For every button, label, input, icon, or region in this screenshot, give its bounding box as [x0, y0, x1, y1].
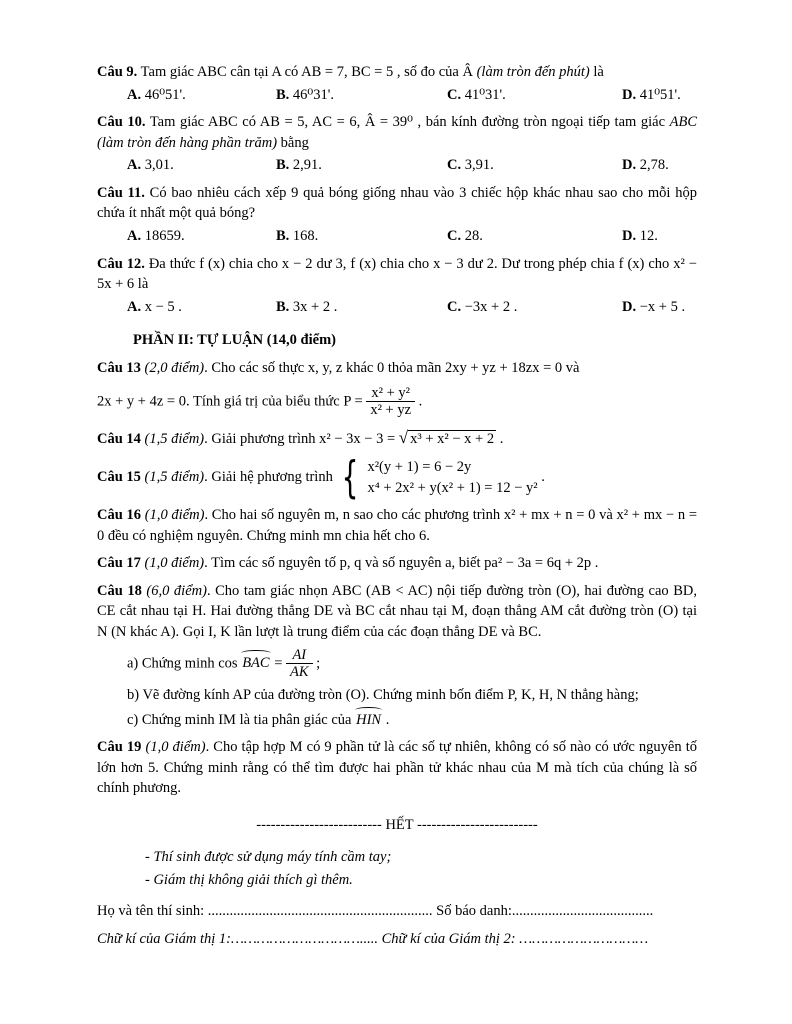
radical-icon: √ — [398, 427, 409, 447]
answer-text: 3x + 2 . — [289, 298, 338, 315]
question-18 — [97, 581, 697, 730]
question-17 — [97, 553, 697, 574]
answer-text: x − 5 . — [141, 298, 182, 315]
answer-option-b — [276, 297, 447, 318]
question-10-statement — [97, 112, 697, 153]
question-16 — [97, 505, 697, 546]
question-11 — [97, 183, 697, 247]
part-a-text: a) Chứng minh cos — [127, 655, 242, 672]
brace-icon: { — [342, 451, 359, 503]
question-14 — [97, 426, 697, 450]
square-root — [398, 427, 496, 447]
question-11-statement — [97, 183, 697, 224]
answer-text: 41⁰31'. — [461, 86, 506, 103]
part-a-end: ; — [312, 655, 321, 672]
candidate-info-line — [97, 901, 697, 922]
answer-option-c — [447, 226, 622, 247]
question-9-label: Câu 9. — [97, 64, 138, 80]
question-13-text: . Cho các số thực x, y, z khác 0 thỏa mãn 2xy + yz + 18zx = 0 và — [204, 359, 580, 376]
part-c-end: . — [382, 711, 390, 728]
question-9-text: Tam giác ABC cân tại A có AB = 7, BC = 5 , số đo của Â — [137, 64, 477, 80]
part-c-text: c) Chứng minh IM là tia phân giác của — [127, 711, 356, 728]
answer-text: −x + 5 . — [636, 298, 686, 315]
question-9 — [97, 62, 697, 105]
answer-option-b — [276, 155, 447, 176]
candidate-name-field: .............................................................. — [207, 902, 433, 919]
answer-text: 46⁰31'. — [289, 86, 334, 103]
question-19-text: . Cho tập hợp M có 9 phần tử là các số tự nhiên, không có số nào có ước nguyên tố lớn hơn 5. Chứng minh rằng có thể tìm được hai phần tử khác nhau của M mà tích của chúng là số chính phương. — [97, 739, 697, 797]
answer-option-d — [622, 155, 697, 176]
question-19 — [97, 737, 697, 799]
answer-text: −3x + 2 . — [461, 298, 518, 315]
system-equation-2: x⁴ + 2x² + y(x² + 1) = 12 − y² — [367, 479, 538, 496]
question-15 — [97, 451, 697, 503]
question-14-text-end: . — [496, 430, 504, 447]
question-19-points: (1,0 điểm) — [145, 739, 206, 756]
answer-text: 3,01. — [141, 157, 174, 174]
question-12-text: Đa thức f (x) chia cho x − 2 dư 3, f (x) chia cho x − 3 dư 2. Dư trong phép chia f (x) cho x² − 5x + 6 là — [97, 255, 697, 293]
question-13-points: (2,0 điểm) — [144, 359, 205, 376]
question-19-label: Câu 19 — [97, 739, 146, 756]
answer-letter: C. — [447, 228, 462, 245]
answer-letter: A. — [127, 298, 142, 315]
question-12-label: Câu 12. — [97, 255, 145, 272]
question-16-points: (1,0 điểm) — [144, 507, 205, 524]
answer-text: 28. — [461, 228, 483, 245]
question-17-points: (1,0 điểm) — [144, 555, 205, 572]
question-13-text2: 2x + y + 4z = 0. Tính giá trị của biểu thức P = — [97, 393, 367, 410]
fraction-denominator: x² + yz — [370, 402, 412, 419]
answer-text: 2,78. — [636, 157, 669, 174]
question-13 — [97, 358, 697, 419]
exam-note-1: - Thí sinh được sử dụng máy tính cầm tay; — [145, 849, 392, 866]
question-15-text: . Giải hệ phương trình — [204, 468, 337, 485]
answer-text: 18659. — [141, 228, 185, 245]
question-15-text-end: . — [537, 468, 545, 485]
question-10 — [97, 112, 697, 176]
answer-text: 2,91. — [289, 157, 322, 174]
question-15-label: Câu 15 — [97, 468, 145, 485]
answer-letter: A. — [127, 86, 142, 103]
system-equation-1: x²(y + 1) = 6 − 2y — [367, 458, 472, 475]
question-9-answers — [127, 85, 697, 106]
answer-letter: B. — [276, 157, 290, 174]
question-10-note: ABC (làm tròn đến hàng phần trăm) — [97, 114, 697, 151]
answer-option-c — [447, 155, 622, 176]
question-14-statement — [97, 426, 697, 450]
answer-letter: B. — [276, 86, 290, 103]
question-19-statement — [97, 737, 697, 799]
answer-option-d — [622, 85, 697, 106]
question-10-text-end: bằng — [277, 134, 309, 151]
answer-letter: C. — [447, 157, 462, 174]
question-11-label: Câu 11. — [97, 184, 145, 201]
candidate-number-field: ....................................... — [511, 902, 654, 919]
answer-letter: D. — [622, 298, 637, 315]
radicand: x³ + x² − x + 2 — [410, 430, 495, 447]
answer-letter: A. — [127, 228, 142, 245]
answer-letter: C. — [447, 86, 462, 103]
question-16-statement — [97, 505, 697, 546]
question-11-text: Có bao nhiêu cách xếp 9 quả bóng giống nhau vào 3 chiếc hộp khác nhau sao cho mỗi hộp chứa ít nhất một quả bóng? — [97, 184, 697, 222]
answer-text: 41⁰51'. — [636, 86, 681, 103]
answer-text: 46⁰51'. — [141, 86, 186, 103]
question-11-answers — [127, 226, 697, 247]
question-13-label: Câu 13 — [97, 359, 145, 376]
answer-option-a — [127, 155, 276, 176]
answer-option-b — [276, 226, 447, 247]
question-10-answers — [127, 155, 697, 176]
question-17-label: Câu 17 — [97, 555, 145, 572]
system-equations — [367, 457, 537, 498]
question-12-statement — [97, 254, 697, 295]
answer-text: 3,91. — [461, 157, 494, 174]
answer-letter: D. — [622, 157, 637, 174]
answer-option-a — [127, 226, 276, 247]
fraction — [286, 647, 313, 681]
question-18-part-a — [127, 647, 697, 681]
question-15-statement — [97, 451, 697, 503]
fraction-numerator: x² + y² — [366, 385, 415, 403]
question-13-text-end: . — [415, 393, 423, 410]
question-17-statement — [97, 553, 697, 574]
question-18-points: (6,0 điểm) — [146, 582, 207, 599]
question-10-text: Tam giác ABC có AB = 5, AC = 6, Â = 39⁰ , bán kính đường tròn ngoại tiếp tam giác — [145, 114, 670, 131]
fraction — [366, 385, 415, 419]
part-a-equals: = — [270, 655, 287, 672]
question-18-text: . Cho tam giác nhọn ABC (AB < AC) nội tiếp đường tròn (O), hai đường cao BD, CE cắt nhau tại H. Hai đường thẳng DE và BC cắt nhau tại M, đoạn thẳng AM cắt đường tròn (O) tại N (N khác A). Gọi I, K lần lượt là trung điểm của các đoạn thẳng DE và BC. — [97, 582, 697, 641]
question-14-points: (1,5 điểm) — [144, 430, 205, 447]
answer-option-d — [622, 297, 697, 318]
proctor-signature-line: Chữ kí của Giám thị 1:…………………………..... Chữ kí của Giám thị 2: ………………………… — [97, 931, 649, 948]
question-15-points: (1,5 điểm) — [144, 468, 205, 485]
answer-text: 168. — [289, 228, 319, 245]
answer-letter: B. — [276, 228, 290, 245]
question-14-text: . Giải phương trình x² − 3x − 3 = — [204, 430, 399, 447]
question-16-label: Câu 16 — [97, 507, 145, 524]
answer-letter: D. — [622, 228, 637, 245]
answer-option-a — [127, 297, 276, 318]
answer-text: 12. — [636, 228, 658, 245]
question-16-text: . Cho hai số nguyên m, n sao cho các phương trình x² + mx + n = 0 và x² + mx − n = 0 đều có nghiệm nguyên. Chứng minh mn chia hết cho 6. — [97, 507, 697, 544]
question-12 — [97, 254, 697, 318]
question-12-answers — [127, 297, 697, 318]
fraction-denominator: AK — [290, 664, 309, 681]
question-18-part-c — [127, 710, 697, 731]
answer-option-c — [447, 297, 622, 318]
end-marker: -------------------------- HẾT ------------------------- — [256, 816, 538, 833]
question-18-label: Câu 18 — [97, 582, 147, 599]
equation-system — [336, 451, 538, 503]
question-9-note: (làm tròn đến phút) — [476, 64, 590, 80]
answer-letter: C. — [447, 298, 462, 315]
answer-option-c — [447, 85, 622, 106]
question-13-statement — [97, 358, 697, 379]
candidate-number-label: Số báo danh: — [432, 902, 512, 919]
section-title: PHẦN II: TỰ LUẬN (14,0 điểm) — [133, 332, 336, 349]
answer-letter: B. — [276, 298, 290, 315]
answer-option-a — [127, 85, 276, 106]
fraction-numerator: AI — [286, 647, 313, 665]
angle-hat-BAC: BAC — [241, 653, 270, 674]
question-10-label: Câu 10. — [97, 114, 146, 131]
answer-option-d — [622, 226, 697, 247]
answer-letter: D. — [622, 86, 637, 103]
question-17-text: . Tìm các số nguyên tố p, q và số nguyên a, biết pa² − 3a = 6q + 2p . — [204, 555, 599, 572]
answer-option-b — [276, 85, 447, 106]
question-18-part-b: b) Vẽ đường kính AP của đường tròn (O). Chứng minh bốn điểm P, K, H, N thẳng hàng; — [127, 686, 639, 703]
question-9-text-end: là — [589, 64, 604, 80]
exam-note-2: - Giám thị không giải thích gì thêm. — [145, 872, 353, 888]
candidate-name-label: Họ và tên thí sinh: — [97, 902, 208, 919]
answer-letter: A. — [127, 157, 142, 174]
question-18-statement — [97, 581, 697, 643]
question-13-line2 — [97, 385, 697, 419]
angle-hat-HIN: HIN — [355, 710, 382, 731]
question-9-statement — [97, 62, 697, 83]
question-14-label: Câu 14 — [97, 430, 145, 447]
